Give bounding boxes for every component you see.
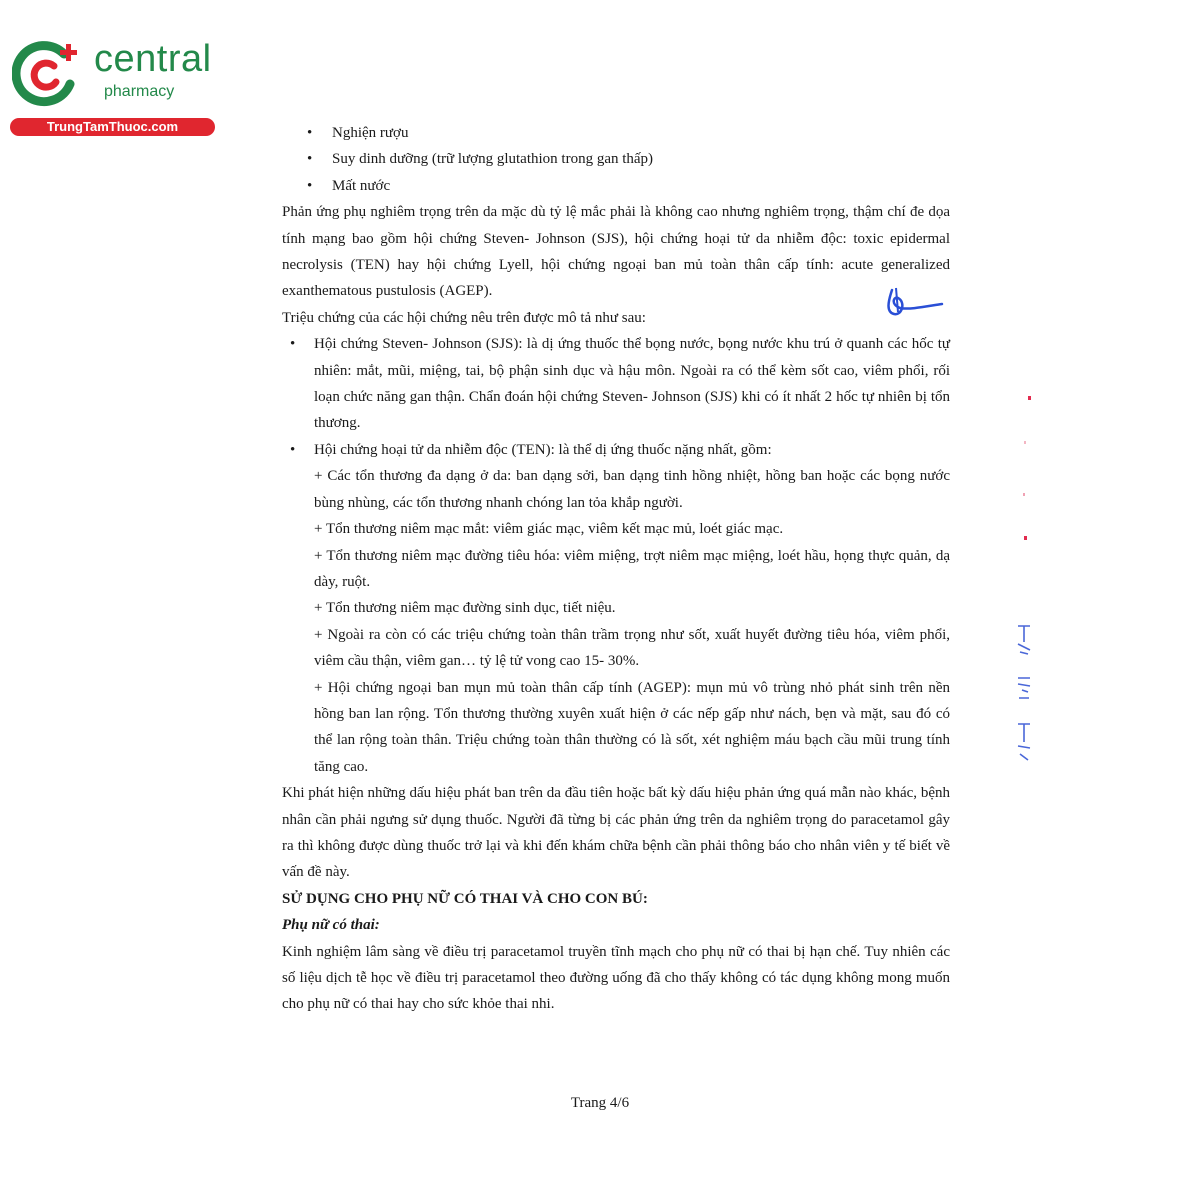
central-pharmacy-logo (8, 38, 218, 138)
severe-reaction-paragraph: Phản ứng phụ nghiêm trọng trên da mặc dù tỷ lệ mắc phải là không cao nhưng nghiêm trọng, thậm chí đe dọa tính mạng bao gồm hội chứng Steven- Johnson (SJS), hội chứng hoại tử da nhiễm độc: toxic epidermal necrolysis (TEN) hay hội chứng Lyell, hội chứng ngoại ban mủ toàn thân cấp tính: acute generalized exanthematous pustulosis (AGEP). (282, 204, 950, 300)
list-item: • Mất nước (282, 173, 950, 199)
stamp-mark (1023, 493, 1025, 496)
pharmacy-logo-icon (12, 38, 84, 110)
list-item: • Nghiện rượu (282, 120, 950, 146)
list-item: • Suy dinh dưỡng (trữ lượng glutathion trong gan thấp) (282, 146, 950, 172)
ten-detail: + Hội chứng ngoại ban mụn mủ toàn thân cấp tính (AGEP): mụn mủ vô trùng nhỏ phát sinh trên nền hồng ban lan rộng. Tổn thương thường xuyên xuất hiện ở các nếp gấp như nách, bẹn và mặt, sau đó có thể lan rộng toàn thân. Triệu chứng toàn thân thường có là sốt, xét nghiệm máu bạch cầu mũi trung tính tăng cao. (314, 679, 950, 775)
ten-detail: + Tổn thương niêm mạc đường tiêu hóa: viêm miệng, trợt niêm mạc miệng, loét hầu, họng thực quản, dạ dày, ruột. (314, 547, 950, 590)
signature-icon (880, 282, 950, 322)
ten-item (282, 437, 950, 780)
stamp-mark (1028, 396, 1031, 400)
stamp-mark (1024, 441, 1026, 444)
ten-detail: + Tổn thương niêm mạc mắt: viêm giác mạc, viêm kết mạc mủ, loét giác mạc. (314, 521, 784, 538)
risk-factor-list (282, 120, 950, 199)
ten-intro: • Hội chứng hoại tử da nhiễm độc (TEN): là thể dị ứng thuốc nặng nhất, gồm: (314, 441, 772, 458)
pregnancy-heading: SỬ DỤNG CHO PHỤ NỮ CÓ THAI VÀ CHO CON BÚ: (282, 890, 648, 907)
pregnant-subheading: Phụ nữ có thai: (282, 917, 380, 934)
document-body (282, 120, 950, 1018)
pregnancy-paragraph: Kinh nghiệm lâm sàng về điều trị paracetamol truyền tĩnh mạch cho phụ nữ có thai bị hạn chế. Tuy nhiên các số liệu dịch tễ học về điều trị paracetamol theo đường uống đã cho thấy không có tác dụng không mong muốn cho phụ nữ có thai hay cho sức khỏe thai nhi. (282, 943, 950, 1013)
stop-use-paragraph: Khi phát hiện những dấu hiệu phát ban trên da đầu tiên hoặc bất kỳ dấu hiệu phản ứng quá mẫn nào khác, bệnh nhân cần phải ngưng sử dụng thuốc. Người đã từng bị các phản ứng trên da nghiêm trọng do paracetamol gây ra thì không được dùng thuốc trở lại và khi đến khám chữa bệnh cần phải thông báo cho nhân viên y tế biết về vấn đề này. (282, 785, 950, 881)
sjs-item: • Hội chứng Steven- Johnson (SJS): là dị ứng thuốc thể bọng nước, bọng nước khu trú ở quanh các hốc tự nhiên: mắt, mũi, miệng, tai, bộ phận sinh dục và hậu môn. Ngoài ra có thể kèm sốt cao, viêm phổi, rối loạn chức năng gan thận. Chẩn đoán hội chứng Steven- Johnson (SJS) khi có ít nhất 2 hốc tự nhiên bị tổn thương. (282, 331, 950, 437)
stamp-mark (1024, 536, 1027, 540)
handwritten-note-icon (1010, 620, 1038, 770)
syndrome-list (282, 331, 950, 780)
ten-detail: + Tổn thương niêm mạc đường sinh dục, tiết niệu. (314, 600, 616, 617)
symptoms-intro: Triệu chứng của các hội chứng nêu trên được mô tả như sau: (282, 309, 646, 326)
ten-detail: + Ngoài ra còn có các triệu chứng toàn thân trầm trọng như sốt, xuất huyết đường tiêu hóa, viêm phổi, viêm cầu thận, viêm gan… tỷ lệ tử vong cao 15- 30%. (314, 626, 950, 670)
logo-brand: central (94, 38, 212, 80)
logo-subtitle: pharmacy (104, 83, 175, 100)
page-number: Trang 4/6 (570, 1095, 630, 1111)
logo-site-badge: TrungTamThuoc.com (10, 118, 215, 136)
ten-detail: + Các tổn thương đa dạng ở da: ban dạng sởi, ban dạng tinh hồng nhiệt, hồng ban hoặc các bọng nước bùng nhùng, các tổn thương nhanh chóng lan tỏa khắp người. (314, 468, 950, 511)
